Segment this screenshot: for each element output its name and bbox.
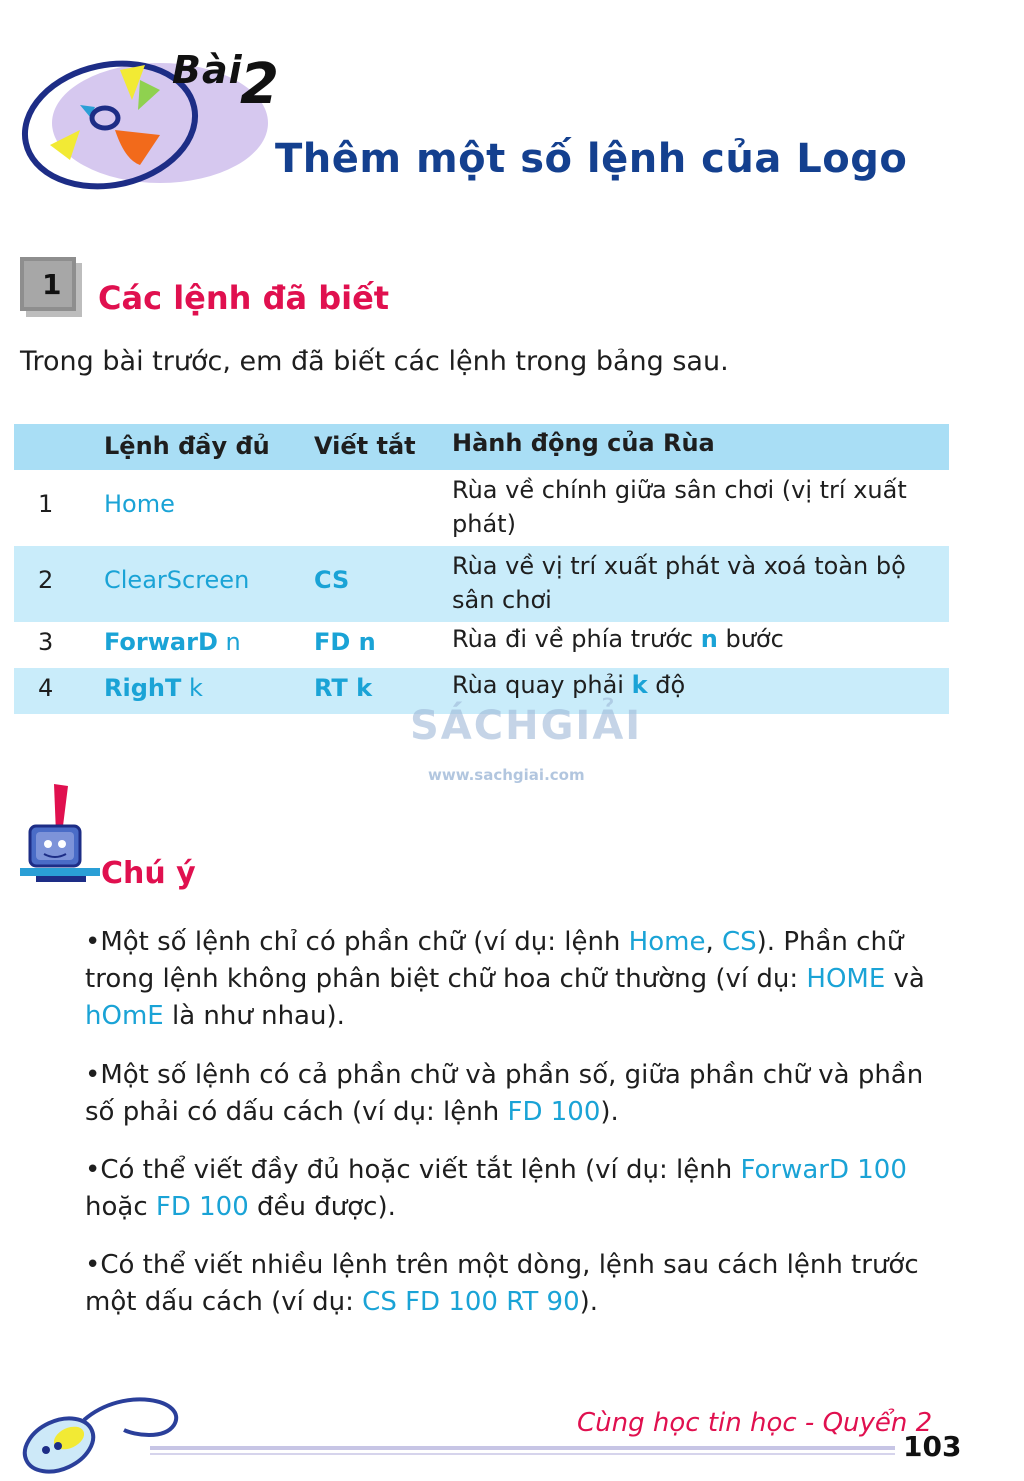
lesson-number: 2 [240, 52, 279, 117]
watermark-url: www.sachgiai.com [428, 766, 585, 784]
note-title: Chú ý [101, 856, 196, 891]
row-action: Rùa đi về phía trước n bước [452, 625, 784, 653]
note-paragraph-2: •Một số lệnh có cả phần chữ và phần số, giữa phần chữ và phần số phải có dấu cách (ví dụ: lệnh FD 100). [85, 1060, 924, 1127]
note-paragraph-4: •Có thể viết nhiều lệnh trên một dòng, lệnh sau cách lệnh trước một dấu cách (ví dụ: CS FD 100 RT 90). [85, 1250, 919, 1317]
section-number: 1 [42, 268, 62, 301]
lesson-label: Bài [172, 48, 243, 92]
table-row [14, 546, 949, 622]
row-full-command: ClearScreen [104, 566, 250, 594]
row-full-command: RighT k [104, 674, 203, 702]
intro-text: Trong bài trước, em đã biết các lệnh trong bảng sau. [20, 346, 729, 377]
row-action: Rùa quay phải k độ [452, 671, 686, 699]
row-full-command: ForwarD n [104, 628, 241, 656]
page-number: 103 [903, 1430, 962, 1463]
row-action: Rùa về chính giữa sân chơi (vị trí xuất phát) [452, 476, 907, 538]
computer-alert-icon [16, 782, 100, 886]
lesson-title: Thêm một số lệnh của Logo [275, 136, 908, 182]
row-abbreviation: FD n [314, 628, 376, 656]
mouse-mascot-icon [14, 1390, 194, 1475]
header-cell-full: Lệnh đầy đủ [104, 432, 270, 460]
row-number: 1 [38, 490, 54, 518]
row-action: Rùa về vị trí xuất phát và xoá toàn bộ sân chơi [452, 552, 906, 614]
book-title: Cùng học tin học - Quyển 2 [577, 1408, 933, 1438]
row-abbreviation: RT k [314, 674, 373, 702]
watermark-logo: SÁCHGIẢI [410, 703, 643, 749]
row-number: 4 [38, 674, 54, 702]
table-header-row [14, 424, 949, 470]
header-cell-abbr: Viết tắt [314, 432, 416, 460]
section-title: Các lệnh đã biết [98, 279, 390, 317]
table-row [14, 470, 949, 546]
note-paragraph-1: •Một số lệnh chỉ có phần chữ (ví dụ: lệnh Home, CS). Phần chữ trong lệnh không phân biệt chữ hoa chữ thường (ví dụ: HOME và hOmE là như nhau). [85, 927, 925, 1031]
table-row [14, 622, 949, 668]
row-number: 2 [38, 566, 54, 594]
footer-rule [150, 1440, 900, 1460]
row-number: 3 [38, 628, 54, 656]
note-paragraph-3: •Có thể viết đầy đủ hoặc viết tắt lệnh (ví dụ: lệnh ForwarD 100 hoặc FD 100 đều được). [85, 1155, 907, 1222]
header-cell-action: Hành động của Rùa [452, 429, 715, 457]
command-table [14, 424, 949, 714]
row-full-command: Home [104, 490, 175, 518]
row-abbreviation: CS [314, 566, 350, 594]
